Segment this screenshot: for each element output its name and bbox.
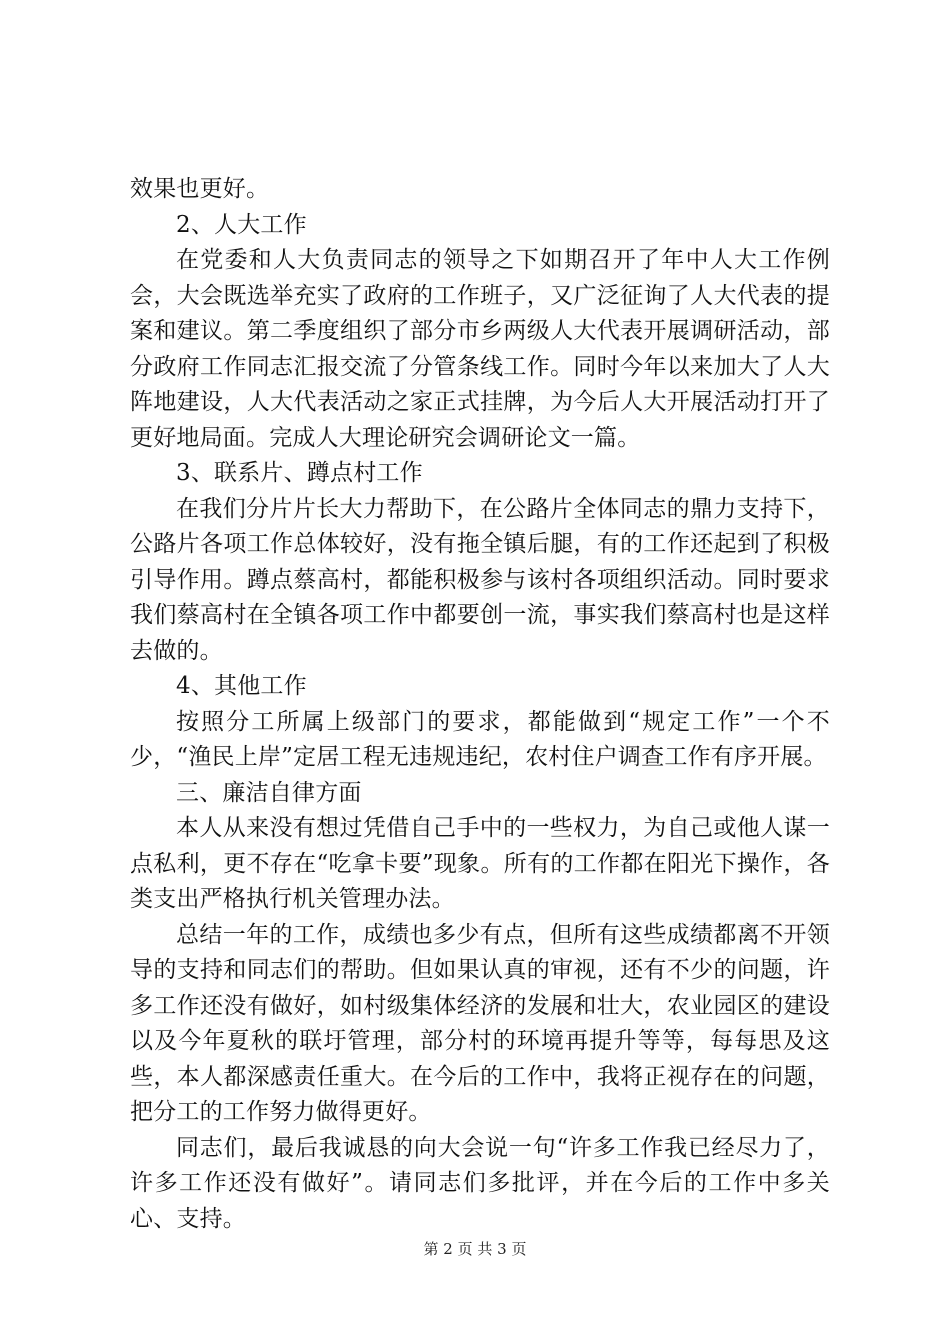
paragraph-other-work: 按照分工所属上级部门的要求，都能做到“规定工作”一个不少，“渔民上岸”定居工程无违规违纪，农村住户调查工作有序开展。 (130, 708, 830, 770)
paragraph-summary: 总结一年的工作，成绩也多少有点，但所有这些成绩都离不开领导的支持和同志们的帮助。但如果认真的审视，还有不少的问题，许多工作还没有做好，如村级集体经济的发展和壮大，农业园区的建设以及今年夏秋的联圩管理，部分村的环境再提升等等，每每思及这些，本人都深感责任重大。在今后的工作中，我将正视存在的问题，把分工的工作努力做得更好。 (130, 921, 830, 1125)
paragraph-npc-work: 在党委和人大负责同志的领导之下如期召开了年中人大工作例会，大会既选举充实了政府的工作班子，又广泛征询了人大代表的提案和建议。第二季度组织了部分市乡两级人大代表开展调研活动，部分政府工作同志汇报交流了分管条线工作。同时今年以来加大了人大阵地建设，人大代表活动之家正式挂牌，为今后人大开展活动打开了更好地局面。完成人大理论研究会调研论文一篇。 (130, 247, 830, 451)
paragraph-integrity: 本人从来没有想过凭借自己手中的一些权力，为自己或他人谋一点私利，更不存在“吃拿卡要”现象。所有的工作都在阳光下操作，各类支出严格执行机关管理办法。 (130, 815, 830, 912)
section-heading-npc-work: 2、人大工作 (176, 211, 307, 238)
document-body (130, 172, 830, 1237)
paragraph-closing: 同志们，最后我诚恳的向大会说一句“许多工作我已经尽力了，许多工作还没有做好”。请同志们多批评，并在今后的工作中多关心、支持。 (130, 1134, 830, 1232)
section-heading-other-work: 4、其他工作 (176, 673, 307, 699)
section-heading-integrity: 三、廉洁自律方面 (176, 779, 362, 806)
page-number-footer: 第 2 页 共 3 页 (423, 1240, 527, 1258)
paragraph-liaison-work: 在我们分片片长大力帮助下，在公路片全体同志的鼎力支持下，公路片各项工作总体较好，没有拖全镇后腿，有的工作还起到了积极引导作用。蹲点蔡高村，都能积极参与该村各项组织活动。同时要求我们蔡高村在全镇各项工作中都要创一流，事实我们蔡高村也是这样去做的。 (130, 495, 830, 664)
section-heading-liaison-work: 3、联系片、蹲点村工作 (176, 460, 423, 486)
paragraph-continuation: 效果也更好。 (130, 176, 270, 202)
